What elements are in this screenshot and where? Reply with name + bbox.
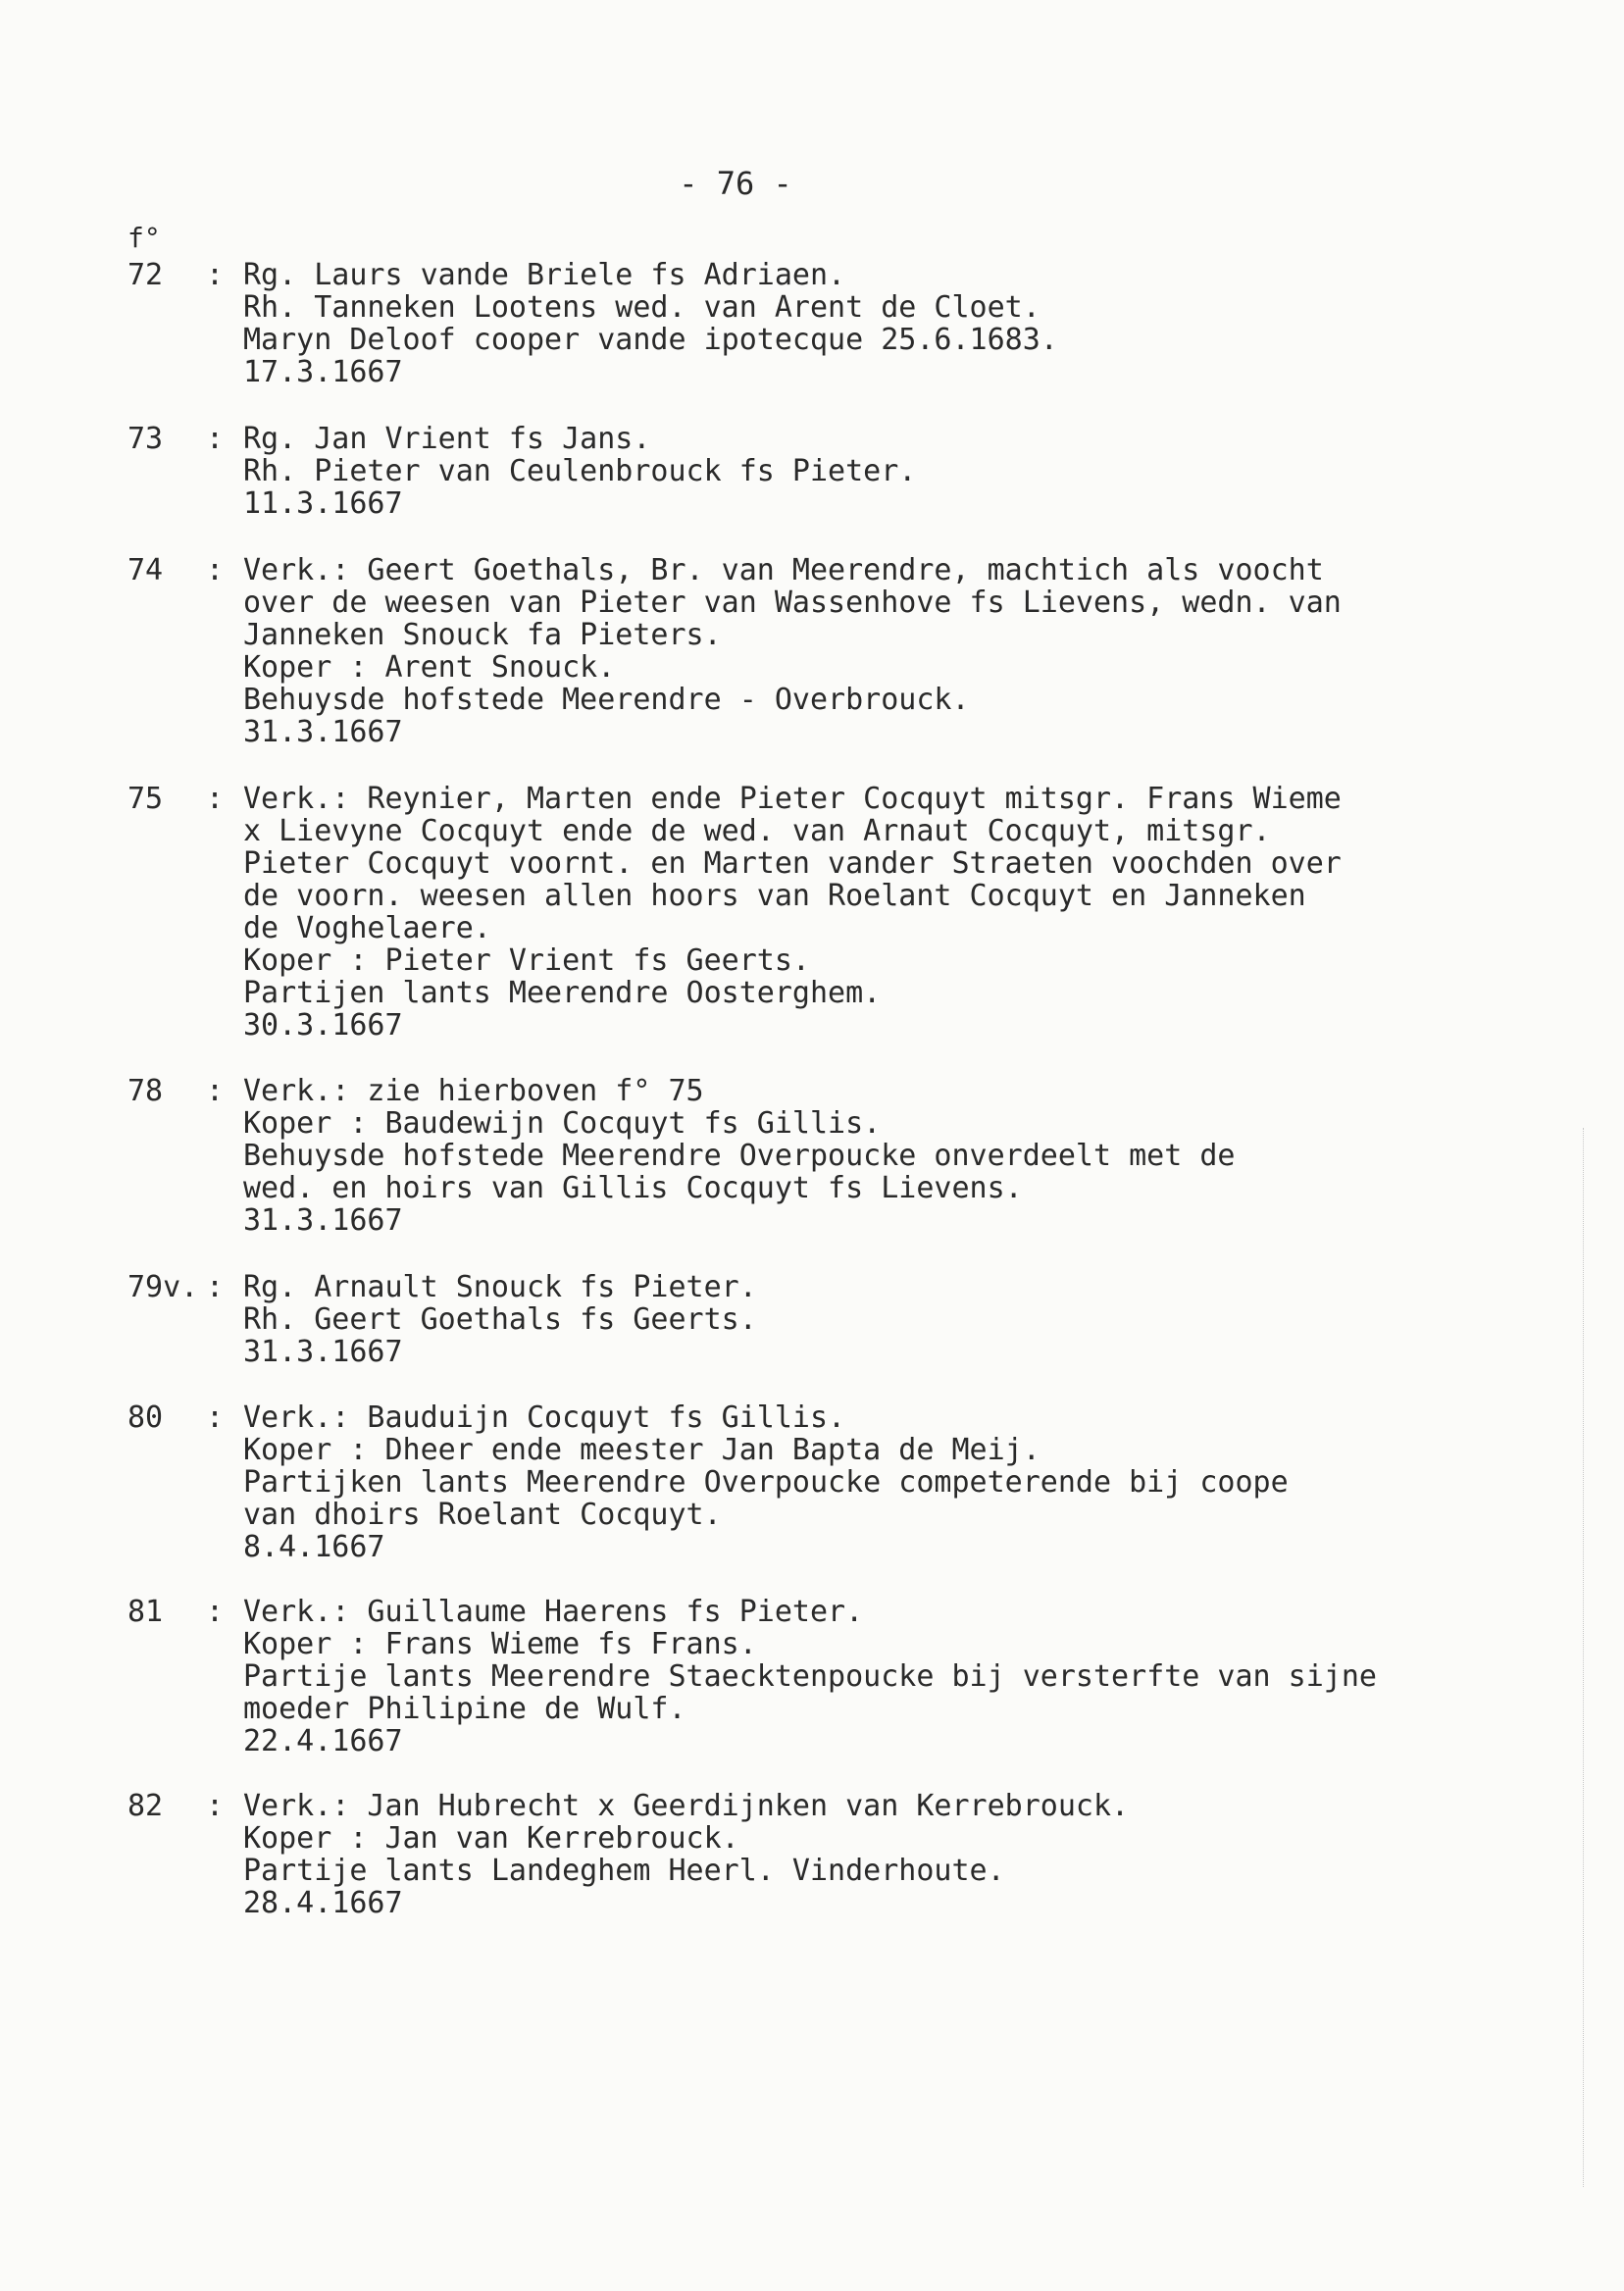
entry-line: Pieter Cocquyt voornt. en Marten vander Straeten voochden over (243, 846, 1342, 881)
entry-text (243, 1271, 1597, 1368)
entry-line: Koper : Baudewijn Cocquyt fs Gillis. (243, 1106, 882, 1141)
folio-number: 74 (127, 553, 164, 587)
entry-text (243, 259, 1597, 388)
entry-line: Partije lants Meerendre Staecktenpoucke bij versterfte van sijne (243, 1659, 1377, 1694)
entry-line: Partijen lants Meerendre Oosterghem. (243, 976, 882, 1010)
entry-line: de voorn. weesen allen hoors van Roelant Cocquyt en Janneken (243, 879, 1306, 913)
entry-text (243, 423, 1597, 520)
entry-date: 17.3.1667 (243, 355, 403, 389)
entry-date: 30.3.1667 (243, 1008, 403, 1043)
entry-line: Verk.: Jan Hubrecht x Geerdijnken van Kerrebrouck. (243, 1789, 1130, 1823)
entry-line: Behuysde hofstede Meerendre - Overbrouck. (243, 683, 970, 717)
entry-colon: : (206, 422, 225, 456)
entry-text (243, 1596, 1597, 1757)
entry-text (243, 1401, 1597, 1563)
entry-line: Koper : Dheer ende meester Jan Bapta de Meij. (243, 1433, 1040, 1467)
folio-number: 82 (127, 1789, 164, 1823)
entry-date: 22.4.1667 (243, 1724, 403, 1758)
entry-line: Verk.: Guillaume Haerens fs Pieter. (243, 1595, 864, 1629)
entry-line: Behuysde hofstede Meerendre Overpoucke onverdeelt met de (243, 1139, 1236, 1173)
entry-text (243, 783, 1597, 1042)
entry-line: Verk.: zie hierboven f° 75 (243, 1074, 704, 1108)
entry-line: Maryn Deloof cooper vande ipotecque 25.6.1683. (243, 323, 1058, 357)
entry-line: Rg. Arnault Snouck fs Pieter. (243, 1270, 757, 1304)
entry-text (243, 1790, 1597, 1919)
entry-line: Koper : Arent Snouck. (243, 650, 616, 685)
entry-line: Verk.: Bauduijn Cocquyt fs Gillis. (243, 1400, 846, 1435)
entry-line: Koper : Pieter Vrient fs Geerts. (243, 943, 810, 978)
entry-colon: : (206, 1595, 225, 1629)
entry-line: over de weesen van Pieter van Wassenhove fs Lievens, wedn. van (243, 585, 1342, 620)
folio-number: 72 (127, 258, 164, 292)
entry-line: Koper : Jan van Kerrebrouck. (243, 1821, 739, 1856)
entry-date: 8.4.1667 (243, 1530, 385, 1564)
folio-number: 80 (127, 1400, 164, 1435)
entry-line: Partije lants Landeghem Heerl. Vinderhoute. (243, 1854, 1005, 1888)
entry-line: moeder Philipine de Wulf. (243, 1692, 686, 1726)
entry-line: Rh. Geert Goethals fs Geerts. (243, 1302, 757, 1337)
entry-colon: : (206, 782, 225, 816)
entry-colon: : (206, 1074, 225, 1108)
entry-line: Rg. Laurs vande Briele fs Adriaen. (243, 258, 846, 292)
entry-date: 31.3.1667 (243, 1335, 403, 1369)
entry-date: 31.3.1667 (243, 1203, 403, 1238)
entry-colon: : (206, 1400, 225, 1435)
entry-line: van dhoirs Roelant Cocquyt. (243, 1498, 722, 1532)
page-number: - 76 - (679, 165, 792, 202)
entry-line: Verk.: Geert Goethals, Br. van Meerendre, machtich als voocht (243, 553, 1324, 587)
entry-line: Rh. Tanneken Lootens wed. van Arent de Cloet. (243, 290, 1040, 325)
entry-line: Verk.: Reynier, Marten ende Pieter Cocquyt mitsgr. Frans Wieme (243, 782, 1342, 816)
entry-text (243, 554, 1597, 748)
entry-colon: : (206, 258, 225, 292)
folio-number: 81 (127, 1595, 164, 1629)
margin-rule (1583, 1128, 1585, 2187)
entry-line: Koper : Frans Wieme fs Frans. (243, 1627, 757, 1661)
entry-date: 11.3.1667 (243, 486, 403, 521)
entry-line: de Voghelaere. (243, 911, 491, 945)
folio-number: 73 (127, 422, 164, 456)
folio-number: 75 (127, 782, 164, 816)
entry-line: Rh. Pieter van Ceulenbrouck fs Pieter. (243, 454, 917, 488)
entry-line: x Lievyne Cocquyt ende de wed. van Arnaut Cocquyt, mitsgr. (243, 814, 1271, 848)
entry-date: 31.3.1667 (243, 715, 403, 749)
entry-line: Partijken lants Meerendre Overpoucke competerende bij coope (243, 1465, 1289, 1500)
entry-colon: : (206, 1270, 225, 1304)
entry-line: Janneken Snouck fa Pieters. (243, 618, 722, 652)
entry-colon: : (206, 1789, 225, 1823)
entry-line: Rg. Jan Vrient fs Jans. (243, 422, 651, 456)
entry-date: 28.4.1667 (243, 1886, 403, 1920)
entry-colon: : (206, 553, 225, 587)
folio-number: 79v. (127, 1270, 199, 1304)
entry-line: wed. en hoirs van Gillis Cocquyt fs Lievens. (243, 1171, 1023, 1205)
entry-text (243, 1075, 1597, 1237)
folio-number: 78 (127, 1074, 164, 1108)
folio-label: f° (127, 222, 161, 254)
